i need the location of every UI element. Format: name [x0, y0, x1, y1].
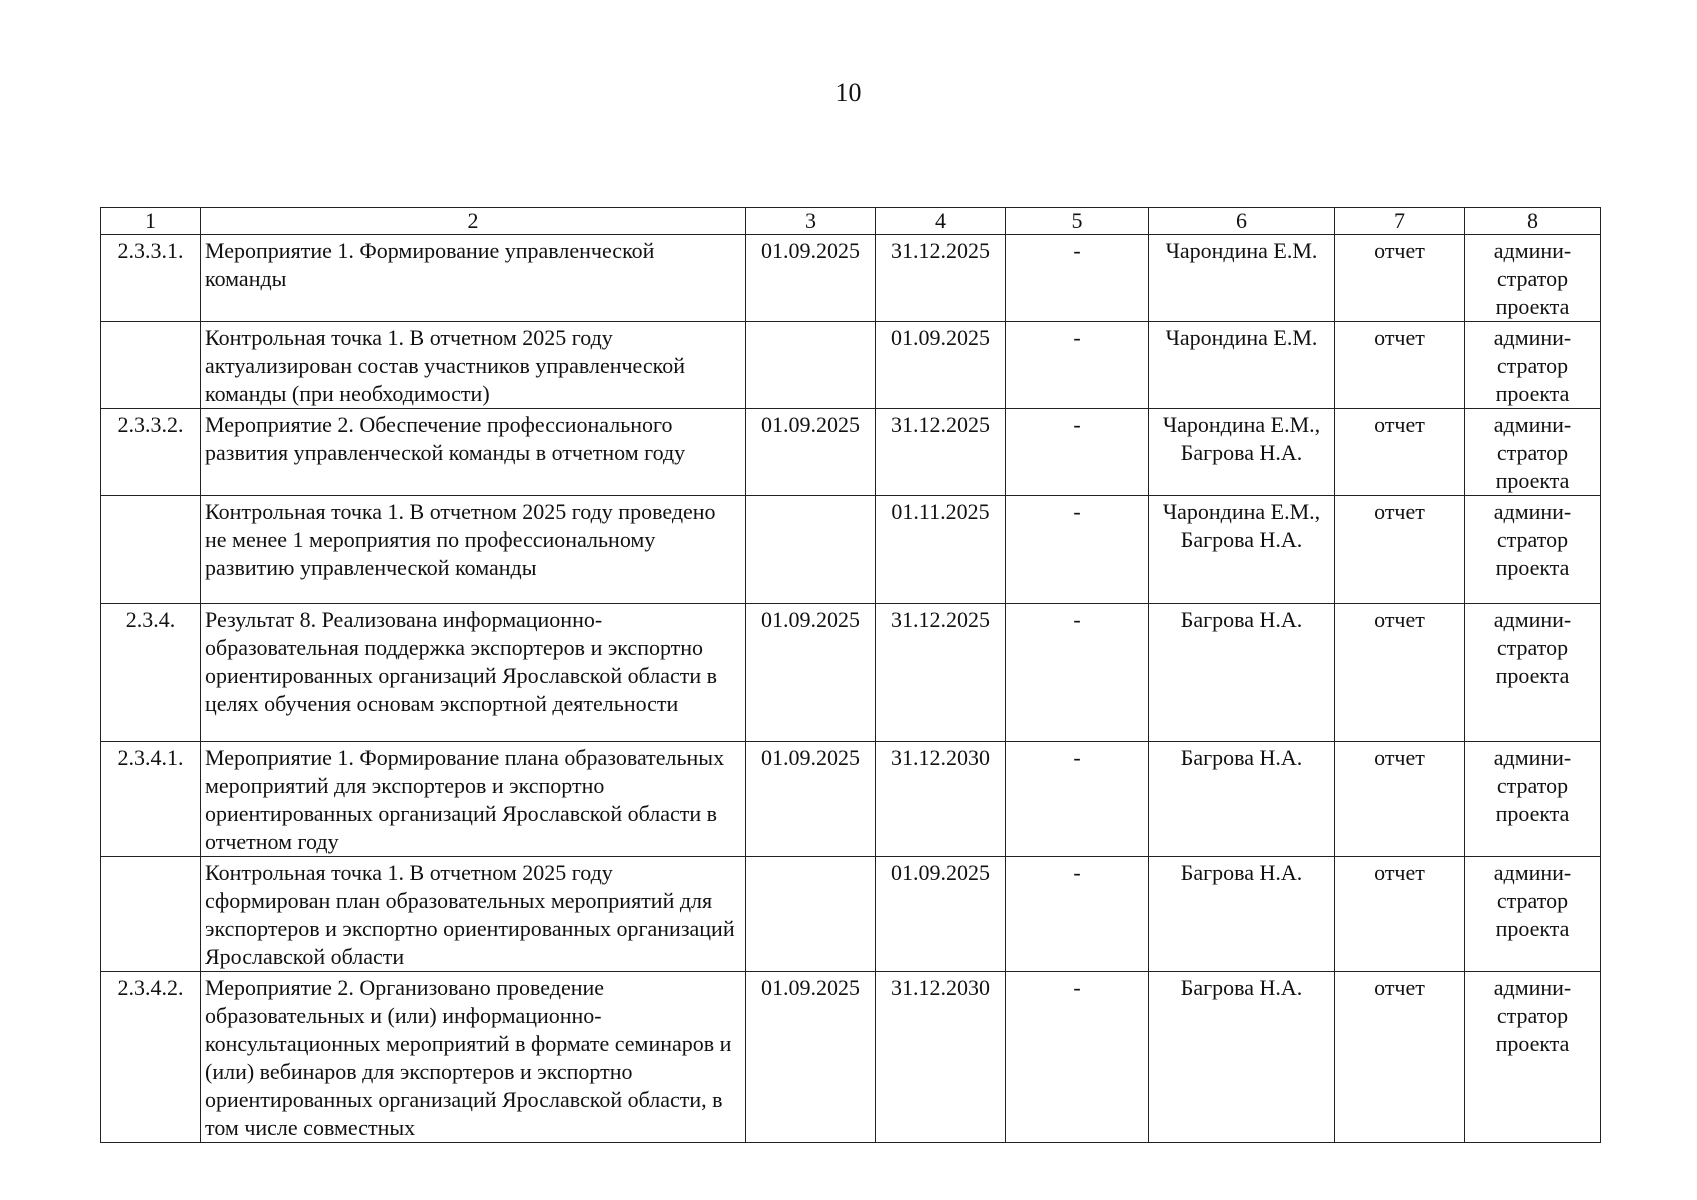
row-end-date: 01.09.2025: [876, 322, 1006, 409]
row-role: админи-стратор проекта: [1465, 322, 1601, 409]
row-name: Мероприятие 1. Формирование управленческой команды: [201, 235, 746, 322]
row-role: админи-стратор проекта: [1465, 496, 1601, 604]
table-row: [101, 322, 1601, 409]
row-number: 2.3.4.: [101, 604, 201, 742]
row-end-date: 31.12.2025: [876, 604, 1006, 742]
row-document: отчет: [1335, 742, 1465, 857]
row-number: 2.3.3.1.: [101, 235, 201, 322]
column-header: 6: [1149, 208, 1335, 235]
row-start-date: 01.09.2025: [746, 604, 876, 742]
row-document: отчет: [1335, 857, 1465, 972]
row-name: Мероприятие 2. Организовано проведение образовательных и (или) информационно-консультационных мероприятий в формате семинаров и (или) вебинаров для экспортеров и экспортно ориентированных организаций Ярославской области, в том числе совместных: [201, 972, 746, 1143]
row-start-date: 01.09.2025: [746, 409, 876, 496]
row-name: Результат 8. Реализована информационно-образовательная поддержка экспортеров и экспортно ориентированных организаций Ярославской области в целях обучения основам экспортной деятельности: [201, 604, 746, 742]
row-number: [101, 496, 201, 604]
row-document: отчет: [1335, 322, 1465, 409]
column-header: 4: [876, 208, 1006, 235]
table-header-row: [101, 208, 1601, 235]
row-role: админи-стратор проекта: [1465, 235, 1601, 322]
table-row: [101, 604, 1601, 742]
row-name: Мероприятие 1. Формирование плана образовательных мероприятий для экспортеров и экспортно ориентированных организаций Ярославской области в отчетном году: [201, 742, 746, 857]
row-start-date: 01.09.2025: [746, 972, 876, 1143]
column-header: 7: [1335, 208, 1465, 235]
row-name: Контрольная точка 1. В отчетном 2025 году проведено не менее 1 мероприятия по профессиональному развитию управленческой команды: [201, 496, 746, 604]
row-role: админи-стратор проекта: [1465, 857, 1601, 972]
row-role: админи-стратор проекта: [1465, 742, 1601, 857]
row-end-date: 01.11.2025: [876, 496, 1006, 604]
row-responsible: Чарондина Е.М., Багрова Н.А.: [1149, 409, 1335, 496]
row-role: админи-стратор проекта: [1465, 409, 1601, 496]
row-end-date: 31.12.2030: [876, 742, 1006, 857]
row-responsible: Багрова Н.А.: [1149, 972, 1335, 1143]
row-document: отчет: [1335, 235, 1465, 322]
row-start-date: 01.09.2025: [746, 742, 876, 857]
row-start-date: [746, 496, 876, 604]
column-header: 2: [201, 208, 746, 235]
row-name: Контрольная точка 1. В отчетном 2025 году актуализирован состав участников управленческой команды (при необходимости): [201, 322, 746, 409]
column-header: 1: [101, 208, 201, 235]
row-document: отчет: [1335, 496, 1465, 604]
row-number: [101, 322, 201, 409]
table-row: [101, 409, 1601, 496]
row-col5: -: [1006, 322, 1149, 409]
row-document: отчет: [1335, 972, 1465, 1143]
row-col5: -: [1006, 604, 1149, 742]
row-end-date: 01.09.2025: [876, 857, 1006, 972]
row-role: админи-стратор проекта: [1465, 604, 1601, 742]
row-responsible: Багрова Н.А.: [1149, 857, 1335, 972]
table-row: [101, 235, 1601, 322]
row-start-date: [746, 322, 876, 409]
row-end-date: 31.12.2030: [876, 972, 1006, 1143]
row-number: 2.3.3.2.: [101, 409, 201, 496]
page-number: 10: [835, 78, 862, 107]
table-row: [101, 972, 1601, 1143]
column-header: 5: [1006, 208, 1149, 235]
row-name: Контрольная точка 1. В отчетном 2025 году сформирован план образовательных мероприятий для экспортеров и экспортно ориентированных организаций Ярославской области: [201, 857, 746, 972]
row-number: 2.3.4.1.: [101, 742, 201, 857]
row-end-date: 31.12.2025: [876, 409, 1006, 496]
row-document: отчет: [1335, 604, 1465, 742]
plan-table: [100, 207, 1601, 1143]
row-end-date: 31.12.2025: [876, 235, 1006, 322]
row-document: отчет: [1335, 409, 1465, 496]
table-row: [101, 742, 1601, 857]
row-name: Мероприятие 2. Обеспечение профессионального развития управленческой команды в отчетном году: [201, 409, 746, 496]
table-row: [101, 857, 1601, 972]
row-responsible: Багрова Н.А.: [1149, 742, 1335, 857]
row-col5: -: [1006, 496, 1149, 604]
table-row: [101, 496, 1601, 604]
row-responsible: Чарондина Е.М.: [1149, 235, 1335, 322]
column-header: 8: [1465, 208, 1601, 235]
column-header: 3: [746, 208, 876, 235]
row-number: [101, 857, 201, 972]
row-col5: -: [1006, 742, 1149, 857]
row-responsible: Чарондина Е.М.: [1149, 322, 1335, 409]
row-start-date: 01.09.2025: [746, 235, 876, 322]
row-number: 2.3.4.2.: [101, 972, 201, 1143]
row-col5: -: [1006, 409, 1149, 496]
row-role: админи-стратор проекта: [1465, 972, 1601, 1143]
row-responsible: Чарондина Е.М., Багрова Н.А.: [1149, 496, 1335, 604]
row-col5: -: [1006, 235, 1149, 322]
row-responsible: Багрова Н.А.: [1149, 604, 1335, 742]
row-col5: -: [1006, 857, 1149, 972]
row-start-date: [746, 857, 876, 972]
row-col5: -: [1006, 972, 1149, 1143]
